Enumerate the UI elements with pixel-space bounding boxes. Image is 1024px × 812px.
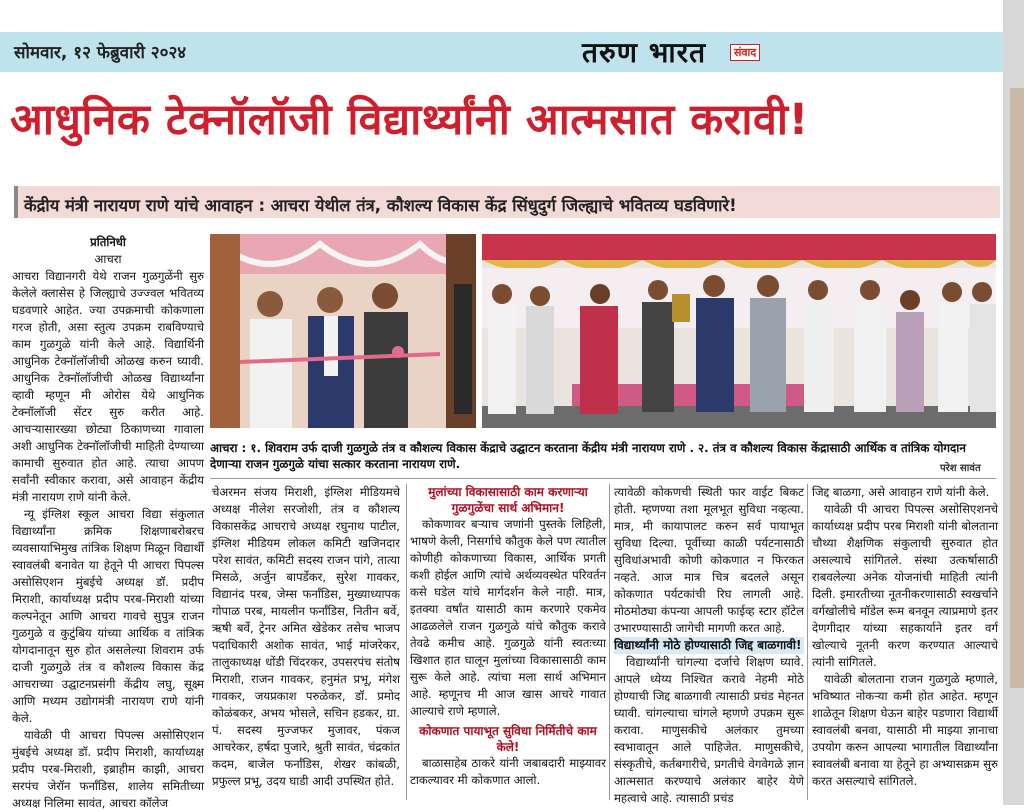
felicitation-photo <box>482 234 996 428</box>
felicitation-photo-image <box>482 234 996 428</box>
column-4-paragraph: विद्यार्थ्यांनी चांगल्या दर्जाचे शिक्षण घ्यावे. आपले ध्येय्य निश्चित करावे नेहमी मोठे होण्याची जिद्द बाळगावी त्यासाठी प्रचंड मेहनत घ्यावी. चांगल्याचा चांगले म्हणणे उपक्रम सुरू करावा. माणुसकीचे अलंकार तुमच्या स्वभावातून आले पाहिजेत. माणुसकीचे, संस्कृतीचे, कर्तबगारीचे, प्रगतीचे वेगवेगळे ज्ञान आत्मसात करण्याचे अलंकार बाहेर येणे महत्वाचे आहे. त्यासाठी प्रचंड <box>614 655 804 805</box>
issue-date: सोमवार, १२ फेब्रुवारी २०२४ <box>14 43 187 63</box>
subheading-students: विद्यार्थ्यांनी मोठे होण्यासाठी जिद्द बाळगावी! <box>614 637 804 654</box>
article-column-4 <box>614 484 804 805</box>
column-1-paragraph: आचरा विद्यानगरी येथे राजन गुळगुळेंनी सुरु केलेले क्लासेस हे जिल्ह्याचे उज्ज्वल भवितव्य घडवणारे आहेत. ज्या उपक्रमाची कोकणाला गरज होती, असा स्तुत्य उपक्रम राबविण्याचे काम गुळगुळे यांनी केले आहे. विद्यार्थिनी आधुनिक टेक्नॉलॉजीची ओळख करुन घ्यावी. आधुनिक टेक्नॉलॉजीची ओळख विद्यार्थ्यांना व्हावी म्हणून मी ओरोस येथे आधुनिक टेक्नॉलॉजी सेंटर सुरु करीत आहे. आचऱ्यासारख्या छोट्या ठिकाणच्या गावाला अशी आधुनिक टेक्नॉलॉजीची माहिती देण्याच्या कामाची सुरुवात होत आहे. त्याचा आपण सर्वांनी स्वीकार करावा, असे आवाहन केंद्रीय मंत्री नारायण राणे यांनी केले. <box>12 269 204 504</box>
column-3-paragraph: बाळासाहेब ठाकरे यांनी जबाबदारी माझ्यावर टाकल्यावर मी कोकणात आलो. <box>410 756 606 787</box>
article-column-2 <box>212 484 400 802</box>
column-1-paragraph: न्यू इंग्लिश स्कूल आचरा विद्या संकुलात विद्यार्थ्यांना क्रमिक शिक्षणाबरोबरच व्यवसायाभिमुख तांत्रिक शिक्षण मिळून विद्यार्थी स्वावलंबी बनावेत या हेतूने पी आचरा पिपल्स असोसिएशन मुंबईचे अध्यक्ष डॉ. प्रदीप मिराशी, कार्याध्यक्ष प्रदीप परब-मिराशी यांच्या कल्पनेतून आणि आचरा गावचे सुपुत्र राजन गुळगुळे व कुटुंबिय यांच्या आर्थिक व तांत्रिक योगदानातून सुरु होत असलेल्या शिवराम उर्फ दाजी गुळगुळे तंत्र व कौशल्य विकास केंद्र आचराच्या उद्घाटनप्रसंगी केंद्रीय लघु, सूक्ष्म आणि मध्यम उद्योगमंत्री नारायण राणे यांनी केले. <box>12 507 204 725</box>
column-5-paragraph: जिद्द बाळगा, असे आवाहन राणे यांनी केले. <box>812 485 990 499</box>
column-3-paragraph: कोकणावर बऱ्याच जणांनी पुस्तके लिहिली, भाषणे केली, निसर्गाचे कौतुक केले पण त्यातील कोणीही कोकणाच्या विकास, आर्थिक प्रगती कशी होईल आणि त्यांचे अर्थव्यवस्थेत परिवर्तन कसे घडेल यांचे मार्गदर्शन केले नाही. मात्र, इतक्या वर्षांत यासाठी काम करणारे एकमेव आढळलेले राजन गुळगुळे यांचे कौतुक करावे तेवढे कमीच आहे. गुळगुळे यांनी स्वतःच्या खिशात हात घालून मुलांच्या विकासासाठी काम सुरू केले आहे. त्यांचा मला सार्थ अभिमान आहे. म्हणूनच मी आज खास आचरे गावात आल्याचे राणे म्हणाले. <box>410 517 606 718</box>
column-divider <box>807 484 808 800</box>
article-column-3 <box>410 484 606 802</box>
byline-place: आचरा <box>94 252 122 266</box>
article-subheadline: केंद्रीय मंत्री नारायण राणे यांचे आवाहन : आचरा येथील तंत्र, कौशल्य विकास केंद्र सिंधुदुर्ग जिल्ह्याचे भवितव्य घडविणारे! <box>24 196 737 215</box>
caption-divider <box>210 478 996 479</box>
column-divider <box>609 484 610 800</box>
photo-credit: परेश सावंत <box>940 463 981 474</box>
subheading-pride: मुलांच्या विकासासाठी काम करणाऱ्या गुळगुळेंचा सार्थ अभिमान! <box>428 485 588 515</box>
column-divider <box>406 484 407 800</box>
inauguration-photo-image <box>210 234 476 428</box>
article-column-5 <box>812 484 998 802</box>
column-2-paragraph: चेअरमन संजय मिराशी, इंग्लिश मीडियमचे अध्यक्ष नीलेश सरजोशी, तंत्र व कौशल्य विकासकेंद्र आचराचे अध्यक्ष रघुनाथ पाटील, इंग्लिश मीडियम लोकल कमिटी खजिनदार परेश सावंत, कमिटी सदस्य राजन पांगे, तात्या मिसळे, अर्जुन बापर्डेकर, सुरेश गावकर, विद्यानंद परब, जेम्स फर्नांडिस, मुख्याध्यापक गोपाळ परब, मायलीन फर्नांडिस, नितीन बर्वे, ऋषी बर्वे, ट्रेनर अमित खेडेकर तसेच भाजप पदाधिकारी अशोक सावंत, भाई मांजरेकर, तालुकाध्यक्ष धोंडी चिंदरकर, उपसरपंच संतोष मिराशी, राजन गावकर, हनुमंत प्रभू, मंगेश गावकर, जयप्रकाश परुळेकर, डॉ. प्रमोद कोळंबकर, अभय भोसले, सचिन हडकर, ग्रा. पं. सदस्य मुज्जफर मुजावर, पंकज आचरेकर, हर्षदा पुजारे, श्रुती सावंत, चंद्रकांत कदम, बाजेल फर्नांडिस, शेखर कांबळी, प्रफुल्ल प्रभू, उदय घाडी आदी उपस्थित होते. <box>212 485 400 788</box>
column-5-paragraph: यावेळी पी आचरा पिपल्स असोसिएशनचे कार्याध्यक्ष प्रदीप परब मिराशी यांनी बोलताना चौथ्या शैक्षणिक संकुलाची सुरुवात होत असल्याचे सांगितले. संस्था उत्कर्षासाठी राबवलेल्या अनेक योजनांची माहिती त्यांनी दिली. इमारतीच्या नूतनीकरणासाठी स्वखर्चाने वर्गखोलीचे मॉडेल रूम बनवून त्याप्रमाणे इतर देणगीदार यांच्या सहकार्याने इतर वर्ग खोल्याचे नूतनी करण करण्यात आल्याचे त्यांनी सांगितले. <box>812 502 998 669</box>
article-column-1 <box>12 234 204 810</box>
newspaper-logo-tag: संवाद <box>730 44 760 61</box>
byline-reporter: प्रतिनिधी <box>90 235 126 249</box>
subheading-infrastructure: कोकणात पायाभूत सुविधा निर्मितीचे काम केले! <box>419 724 597 754</box>
photo-caption: आचरा : १. शिवराम उर्फ दाजी गुळगुळे तंत्र व कौशल्य विकास केंद्राचे उद्घाटन करताना केंद्रीय मंत्री नारायण राणे . २. तंत्र व कौशल्य विकास केंद्रासाठी आर्थिक व तांत्रिक योगदान देणाऱ्या राजन गुळगुळे यांचा सत्कार करताना नारायण राणे. <box>210 441 966 471</box>
article-headline: आधुनिक टेक्नॉलॉजी विद्यार्थ्यांनी आत्मसात करावी! <box>10 95 809 145</box>
adjacent-page-image <box>1010 88 1024 688</box>
column-5-paragraph: यावेळी बोलताना राजन गुळगुळे म्हणाले, भविष्यात नोकऱ्या कमी होत आहेत. म्हणून शाळेतून शिक्षण घेऊन बाहेर पडणारा विद्यार्थी स्वावलंबी बनवा, यासाठी मी माझ्या ज्ञानाचा उपयोग करुन आपल्या भागातील विद्यार्थ्यांना स्वावलंबी बनावा या हेतूने हा अभ्यासक्रम सुरु करत असल्याचे सांगितले. <box>812 672 998 788</box>
column-1-paragraph: यावेळी पी आचरा पिपल्स असोसिएशन मुंबईचे अध्यक्ष डॉ. प्रदीप मिराशी, कार्याध्यक्ष प्रदीप परब-मिराशी, इब्राहीम काझी, आचरा सरपंच जेरॉन फर्नांडिस, शालेय समितीच्या अध्यक्ष निलिमा सावंत, आचरा कॉलेज <box>12 728 204 810</box>
newspaper-logo: तरुण भारत <box>582 36 707 69</box>
inauguration-photo <box>210 234 476 428</box>
column-4-paragraph: त्यावेळी कोकणची स्थिती फार वाईट बिकट होती. म्हणण्या तशा मूलभूत सुविधा नव्हत्या. मात्र, मी कायापालट करुन सर्व पायाभूत सुविधा दिल्या. पूर्वीच्या काळी पर्यटनासाठी सुविधांअभावी कोणी कोकणात न फिरकत नव्हते. आज मात्र चित्र बदलले असून कोकणात पर्यटकांची रिघ लागली आहे. मोठमोठ्या कंपन्या आपली फाईव्ह स्टार हॉटेल उभारण्यासाठी जागेची मागणी करत आहे. <box>614 485 804 635</box>
